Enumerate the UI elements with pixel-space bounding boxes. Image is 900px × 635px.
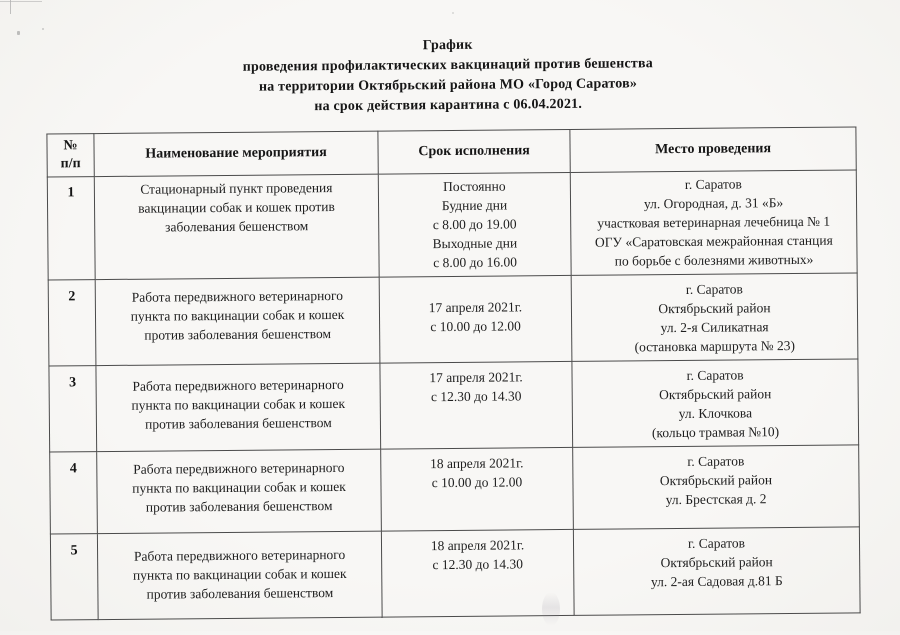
- title-line-2: проведения профилактических вакцинаций против бешенства: [242, 56, 653, 75]
- term-cell: 18 апреля 2021г. с 12.30 до 14.30: [381, 529, 574, 617]
- place-cell: г. Саратов Октябрьский район ул. Брестская д. 2: [573, 445, 860, 529]
- table-row: [50, 445, 860, 534]
- title-line-3: на территории Октябрьский района МО «Город Саратов»: [258, 76, 638, 95]
- header-event-name: Наименование мероприятия: [94, 131, 378, 176]
- term-cell: 18 апреля 2021г. с 10.00 до 12.00: [381, 447, 574, 531]
- header-term: Срок исполнения: [378, 129, 570, 174]
- header-place: Место проведения: [570, 127, 856, 172]
- row-number-cell: 3: [49, 366, 97, 452]
- place-cell: г. Саратов ул. Огородная, д. 31 «Б» участковая ветеринарная лечебница № 1 ОГУ «Саратовская межрайонная станция по борьбе с болезнями животных»: [570, 170, 857, 275]
- term-cell: 17 апреля 2021г. с 12.30 до 14.30: [380, 361, 573, 449]
- row-number-cell: 2: [48, 280, 96, 366]
- event-name-cell: Работа передвижного ветеринарного пункта по вакцинации собак и кошек против заболевания бешенством: [95, 277, 380, 365]
- table-body: [47, 170, 860, 620]
- place-cell: г. Саратов Октябрьский район ул. Клочкова (кольцо трамвая №10): [572, 359, 859, 447]
- row-number-cell: 5: [50, 534, 98, 620]
- table-row: [49, 359, 859, 452]
- term-cell: 17 апреля 2021г. с 10.00 до 12.00: [379, 275, 572, 363]
- event-name-cell: Работа передвижного ветеринарного пункта по вакцинации собак и кошек против заболевания бешенством: [97, 531, 382, 619]
- document-title: [0, 32, 898, 120]
- event-name-cell: Работа передвижного ветеринарного пункта по вакцинации собак и кошек против заболевания бешенством: [97, 449, 382, 533]
- table-row: [47, 170, 857, 280]
- event-name-cell: Работа передвижного ветеринарного пункта по вакцинации собак и кошек против заболевания бешенством: [96, 363, 381, 451]
- table-row: [50, 527, 860, 620]
- event-name-cell: Стационарный пункт проведения вакцинации собак и кошек против заболевания бешенством: [94, 174, 379, 279]
- place-cell: г. Саратов Октябрьский район ул. 2-ая Садовая д.81 Б: [573, 527, 860, 615]
- place-cell: г. Саратов Октябрьский район ул. 2-я Силикатная (остановка маршрута № 23): [571, 273, 858, 361]
- table-header-row: [47, 127, 856, 177]
- row-number-cell: 4: [50, 452, 98, 534]
- header-number: № п/п: [47, 134, 94, 177]
- vaccination-schedule-table: [46, 126, 860, 620]
- row-number-cell: 1: [47, 177, 95, 280]
- title-line-1: График: [422, 37, 473, 54]
- table-row: [48, 273, 858, 366]
- scan-edge-line: [0, 1, 42, 2]
- title-line-4: на срок действия карантина с 06.04.2021.: [314, 96, 583, 115]
- term-cell: Постоянно Будние дни с 8.00 до 19.00 Выходные дни с 8.00 до 16.00: [378, 172, 571, 277]
